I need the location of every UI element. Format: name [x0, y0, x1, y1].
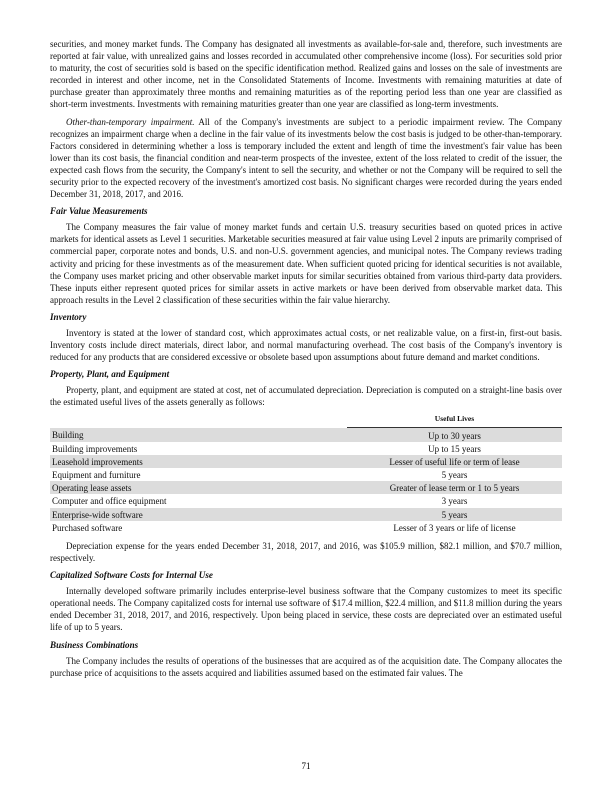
- table-row: [50, 442, 562, 455]
- paragraph-impairment: [50, 116, 562, 201]
- life-cell: Up to 15 years: [428, 443, 481, 454]
- asset-cell: Computer and office equipment: [52, 496, 167, 507]
- life-cell: Lesser of 3 years or life of license: [393, 522, 516, 533]
- heading-ppe: Property, Plant, and Equipment: [50, 369, 170, 380]
- life-cell: 5 years: [347, 508, 562, 521]
- table-header-row: [50, 413, 562, 428]
- life-cell: 3 years: [441, 496, 468, 507]
- useful-lives-header: Useful Lives: [347, 413, 562, 428]
- paragraph-software: Internally developed software primarily includes enterprise-level business software that the Company customizes to meet its specific operational needs. The Company capitalized costs for internal use software of $17.4 million, $22.4 million, and $11.8 million during the years ended December 31, 2018, 2017, and 2016, respectively. Upon being placed in service, these costs are depreciated over an estimated useful life of up to 5 years.: [50, 586, 562, 633]
- page-number: 71: [301, 761, 311, 771]
- paragraph-business-combinations: The Company includes the results of operations of the businesses that are acquired as of the acquisition date. The Company allocates the purchase price of acquisitions to the assets acquired and liabilities assumed based on the estimated fair values. The: [50, 655, 562, 678]
- paragraph-ppe: Property, plant, and equipment are stated at cost, net of accumulated depreciation. Depreciation is computed on a straight-line basis over the estimated useful lives of the assets generally as follows:: [50, 385, 562, 408]
- paragraph-inventory: Inventory is stated at the lower of standard cost, which approximates actual costs, or net realizable value, on a first-in, first-out basis. Inventory costs include direct materials, direct labor, and normal manufacturing overhead. The cost basis of the Company's inventory is reduced for any products that are considered excessive or obsolete based upon assumptions about future demand and market conditions.: [50, 327, 562, 363]
- table-row: [50, 481, 562, 494]
- asset-cell: Building: [50, 428, 347, 442]
- asset-cell: Enterprise-wide software: [50, 508, 347, 521]
- table-row: [50, 455, 562, 468]
- paragraph-depreciation: Depreciation expense for the years ended December 31, 2018, 2017, and 2016, was $105.9 million, $82.1 million, and $70.7 million, respectively.: [50, 540, 562, 564]
- asset-cell: Building improvements: [52, 443, 138, 454]
- table-row: [50, 494, 562, 507]
- heading-business-combinations: Business Combinations: [50, 639, 139, 650]
- impairment-text: All of the Company's investments are subject to a periodic impairment review. The Company recognizes an impairment charge when a decline in the fair value of its investments below the cost basis is judged to be other-than-temporary. Factors considered in determining whether a loss is temporary included the extent and length of time the investment's fair value has been lower than its cost basis, the financial condition and near-term prospects of the investee, extent of the loss related to credit of the issuer, the expected cash flows from the security, the Company's intent to sell the security, and whether or not the Company will be required to sell the security prior to the expected recovery of the investment's amortized cost basis. No significant charges were recorded during the years ended December 31, 2018, 2017, and 2016.: [50, 116, 562, 200]
- life-cell: Lesser of useful life or term of lease: [347, 455, 562, 468]
- heading-inventory: Inventory: [50, 311, 87, 322]
- heading-fair-value: Fair Value Measurements: [50, 206, 148, 217]
- life-cell: 5 years: [441, 470, 468, 481]
- table-row: [50, 468, 562, 481]
- table-row: [50, 428, 562, 442]
- paragraph-fair-value: The Company measures the fair value of money market funds and certain U.S. treasury securities based on quoted prices in active markets for identical assets as Level 1 securities. Marketable securities measured at fair value using Level 2 inputs are primarily comprised of commercial paper, corporate notes and bonds, U.S. and non-U.S. government agencies, and municipal notes. The Company reviews trading activity and pricing for these investments as of the measurement date. When sufficient quoted pricing for identical securities is not available, the Company uses market pricing and other observable market inputs for similar securities obtained from various third-party data providers. These inputs either represent quoted prices for similar assets in active markets or have been derived from observable market data. This approach results in the Level 2 classification of these securities within the fair value hierarchy.: [50, 222, 562, 305]
- life-cell: Up to 30 years: [347, 428, 562, 442]
- paragraph-investments: securities, and money market funds. The Company has designated all investments as available-for-sale and, therefore, such investments are reported at fair value, with unrealized gains and losses recorded in accumulated other comprehensive income (loss). For securities sold prior to maturity, the cost of securities sold is based on the specific identification method. Realized gains and losses on the sale of investments are recorded in interest and other income, net in the Consolidated Statements of Income. Investments with remaining maturities at date of purchase greater than approximately three months and remaining maturities as of the reporting period less than one year are classified as short-term investments. Investments with remaining maturities greater than one year are classified as long-term investments.: [50, 39, 562, 110]
- asset-cell: Purchased software: [52, 522, 123, 533]
- table-row: [50, 521, 562, 534]
- table-row: [50, 508, 562, 521]
- heading-software: Capitalized Software Costs for Internal Use: [50, 570, 213, 581]
- asset-cell: Equipment and furniture: [52, 470, 141, 481]
- asset-cell: Operating lease assets: [50, 481, 347, 494]
- asset-cell: Leasehold improvements: [50, 455, 347, 468]
- useful-lives-table: [50, 413, 562, 534]
- impairment-lead: Other-than-temporary impairment.: [66, 116, 195, 127]
- life-cell: Greater of lease term or 1 to 5 years: [347, 481, 562, 494]
